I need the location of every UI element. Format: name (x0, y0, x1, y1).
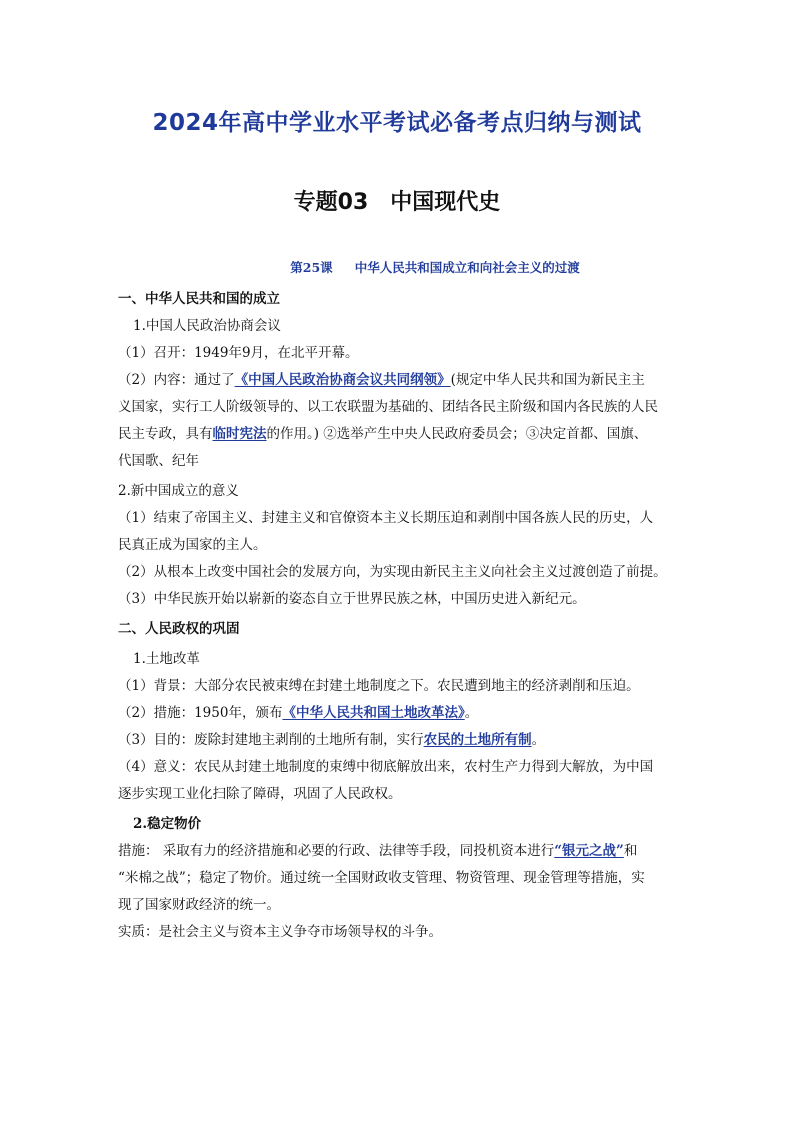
document-body (118, 286, 678, 946)
paragraph-significance-2: （2）从根本上改变中国社会的发展方向，为实现由新民主主义向社会主义过渡创造了前提。 (118, 564, 667, 580)
topic-title (0, 185, 794, 216)
subheading-cppcc: 1.中国人民政治协商会议 (133, 318, 281, 334)
paragraph-price-measures-cont: “米棉之战”；稳定了物价。通过统一全国财政收支管理、物资管理、现金管理等措施，实 (118, 870, 645, 886)
paragraph-essence: 实质：是社会主义与资本主义争夺市场领导权的斗争。 (118, 924, 442, 940)
paragraph-meaning-cont: 逐步实现工业化扫除了障碍，巩固了人民政权。 (118, 786, 402, 802)
subheading-stabilize-prices: 2.稳定物价 (133, 816, 202, 832)
lesson-number: 第25课 (290, 260, 333, 275)
topic-name: 中国现代史 (390, 190, 501, 215)
paragraph-content-line: 代国歌、纪年 (118, 453, 199, 469)
paragraph-purpose: （3）目的：废除封建地主剥削的土地所有制，实行农民的土地所有制。 (118, 732, 546, 748)
lesson-title (0, 258, 794, 276)
key-term-land-reform-law: 《中华人民共和国土地改革法》 (282, 705, 465, 721)
lesson-name: 中华人民共和国成立和向社会主义的过渡 (354, 260, 580, 275)
paragraph-content-line: 民主专政，具有临时宪法的作用。) ②选举产生中央人民政府委员会；③决定首都、国旗、 (118, 426, 648, 442)
paragraph-significance-1: （1）结束了帝国主义、封建主义和官僚资本主义长期压迫和剥削中国各族人民的历史，人 (118, 510, 654, 526)
section-heading-1: 一、中华人民共和国的成立 (118, 291, 280, 307)
paragraph-meaning: （4）意义：农民从封建土地制度的束缚中彻底解放出来，农村生产力得到大解放，为中国 (118, 759, 654, 775)
key-term-peasant-land-ownership: 农民的土地所有制 (423, 732, 532, 748)
paragraph-convening: （1）召开：1949年9月，在北平开幕。 (118, 345, 359, 361)
subheading-significance: 2.新中国成立的意义 (118, 483, 239, 499)
document-title: 2024年高中学业水平考试必备考点归纳与测试 (152, 110, 642, 136)
paragraph-background: （1）背景：大部分农民被束缚在封建土地制度之下。农民遭到地主的经济剥削和压迫。 (118, 678, 640, 694)
paragraph-content-line: 义国家，实行工人阶级领导的、以工农联盟为基础的、团结各民主阶级和国内各民族的人民 (118, 399, 658, 415)
key-term-silver-dollar-battle: “银元之战” (554, 843, 624, 859)
paragraph-price-measures: 措施： 采取有力的经济措施和必要的行政、法律等手段，同投机资本进行“银元之战”和 (118, 843, 638, 859)
paragraph-significance-3: （3）中华民族开始以崭新的姿态自立于世界民族之林，中国历史进入新纪元。 (118, 591, 586, 607)
paragraph-price-measures-cont: 现了国家财政经济的统一。 (118, 897, 280, 913)
subheading-land-reform: 1.土地改革 (133, 651, 200, 667)
paragraph-significance-1-cont: 民真正成为国家的主人。 (118, 537, 267, 553)
topic-code: 专题03 (293, 190, 369, 215)
key-term-common-program: 《中国人民政治协商会议共同纲领》 (234, 372, 451, 388)
paragraph-measures: （2）措施：1950年，颁布《中华人民共和国土地改革法》。 (118, 705, 479, 721)
paragraph-content-line: （2）内容：通过了《中国人民政治协商会议共同纲领》(规定中华人民共和国为新民主主 (118, 372, 645, 388)
key-term-provisional-constitution: 临时宪法 (212, 426, 267, 442)
section-heading-2: 二、人民政权的巩固 (118, 621, 240, 637)
